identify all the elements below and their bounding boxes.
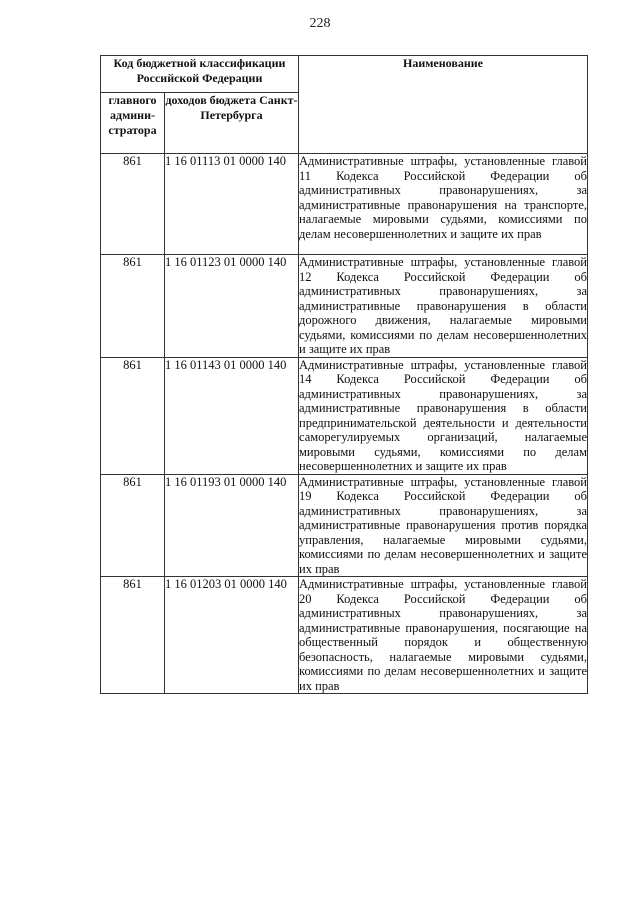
- admin-code-cell: 861: [101, 577, 165, 694]
- header-main-administrator: главного админи-стратора: [101, 93, 165, 154]
- income-code-cell: 1 16 01113 01 0000 140: [165, 154, 299, 255]
- table-row: [101, 474, 588, 577]
- header-budget-income: доходов бюджета Санкт-Петербурга: [165, 93, 299, 154]
- income-code-cell: 1 16 01123 01 0000 140: [165, 255, 299, 358]
- income-code-cell: 1 16 01193 01 0000 140: [165, 474, 299, 577]
- header-budget-code-group: Код бюджетной классификации Российской Федерации: [101, 56, 299, 93]
- budget-classification-table: [100, 55, 588, 694]
- description-cell: Административные штрафы, установленные главой 14 Кодекса Российской Федерации об административных правонарушениях, за административные правонарушения в области предпринимательской деятельности и деятельности саморегулируемых организаций, налагаемые мировыми судьями, комиссиями по делам несовершеннолетних и защите их прав: [299, 357, 587, 473]
- income-code-cell: 1 16 01203 01 0000 140: [165, 577, 299, 694]
- admin-code-cell: 861: [101, 154, 165, 255]
- table-row: [101, 357, 588, 474]
- admin-code-cell: 861: [101, 255, 165, 358]
- table-row: [101, 255, 588, 358]
- header-name: Наименование: [299, 56, 588, 154]
- admin-code-cell: 861: [101, 474, 165, 577]
- income-code-cell: 1 16 01143 01 0000 140: [165, 357, 299, 474]
- description-cell: Административные штрафы, установленные главой 19 Кодекса Российской Федерации об административных правонарушениях, за административные правонарушения против порядка управления, налагаемые мировыми судьями, комиссиями по делам несовершеннолетних и защите их прав: [299, 474, 587, 576]
- table-row: [101, 154, 588, 255]
- description-cell: Административные штрафы, установленные главой 11 Кодекса Российской Федерации об административных правонарушениях, за административные правонарушения на транспорте, налагаемые мировыми судьями, комиссиями по делам несовершеннолетних и защите их прав: [299, 154, 588, 255]
- admin-code-cell: 861: [101, 357, 165, 474]
- description-cell: Административные штрафы, установленные главой 20 Кодекса Российской Федерации об административных правонарушениях, за административные правонарушения, посягающие на общественный порядок и общественную безопасность, налагаемые мировыми судьями, комиссиями по делам несовершеннолетних и защите их прав: [299, 577, 587, 693]
- table-row: [101, 577, 588, 694]
- description-cell: Административные штрафы, установленные главой 12 Кодекса Российской Федерации об административных правонарушениях, за административные правонарушения в области дорожного движения, налагаемые мировыми судьями, комиссиями по делам несовершеннолетних и защите их прав: [299, 255, 587, 356]
- page-number: 228: [309, 16, 331, 31]
